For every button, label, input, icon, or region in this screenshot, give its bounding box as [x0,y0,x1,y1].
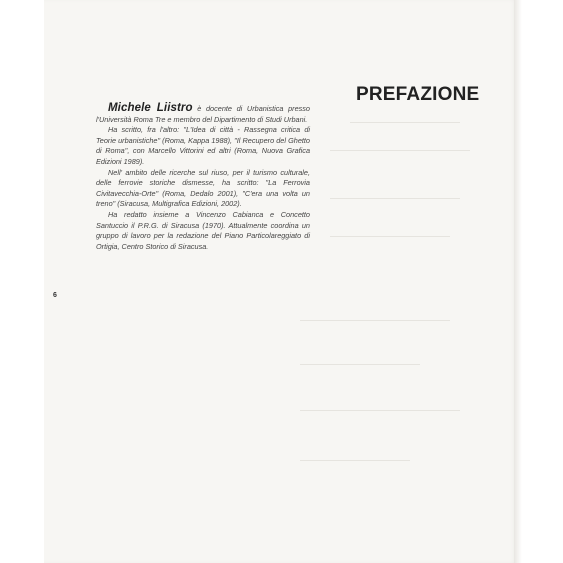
bleed-through-line [350,122,460,123]
bleed-through-line [330,236,450,237]
bleed-through-line [300,410,460,411]
bio-text: è docente di Urbanistica presso l'Università Roma Tre e membro del Dipartimento di Studi Urbani. [96,104,310,124]
page-title: PREFAZIONE [356,84,480,105]
author-name: Michele Liistro [108,102,193,114]
bio-paragraph: Nell' ambito delle ricerche sul riuso, per il turismo culturale, delle ferrovie storiche dismesse, ha scritto: "La Ferrovia Civitavecchia-Orte" (Roma, Dedalo 2001), "C'era una volta un treno" (Siracusa, Multigrafica Edizioni, 2002). [96,167,310,209]
bleed-through-line [330,150,470,151]
bleed-through-line [330,198,460,199]
bio-paragraph: Ha scritto, fra l'altro: "L'Idea di città - Rassegna critica di Teorie urbanistiche" (Roma, Kappa 1988), "Il Recupero del Ghetto di Roma", con Marcello Vittorini ed altri (Roma, Nuova Grafica Edizioni 1989). [96,125,310,166]
bleed-through-line [300,364,420,365]
page-number: 6 [53,292,57,299]
bio-paragraph [96,103,310,125]
page-edge [514,0,522,563]
bleed-through-line [300,460,410,461]
author-bio [96,103,310,252]
bio-paragraph: Ha redatto insieme a Vincenzo Cabianca e Concetto Santuccio il P.R.G. di Siracusa (1970). Attualmente coordina un gruppo di lavoro per la redazione del Piano Particolareggiato di Ortigia, Centro Storico di Siracusa. [96,209,310,251]
bleed-through-line [300,320,450,321]
